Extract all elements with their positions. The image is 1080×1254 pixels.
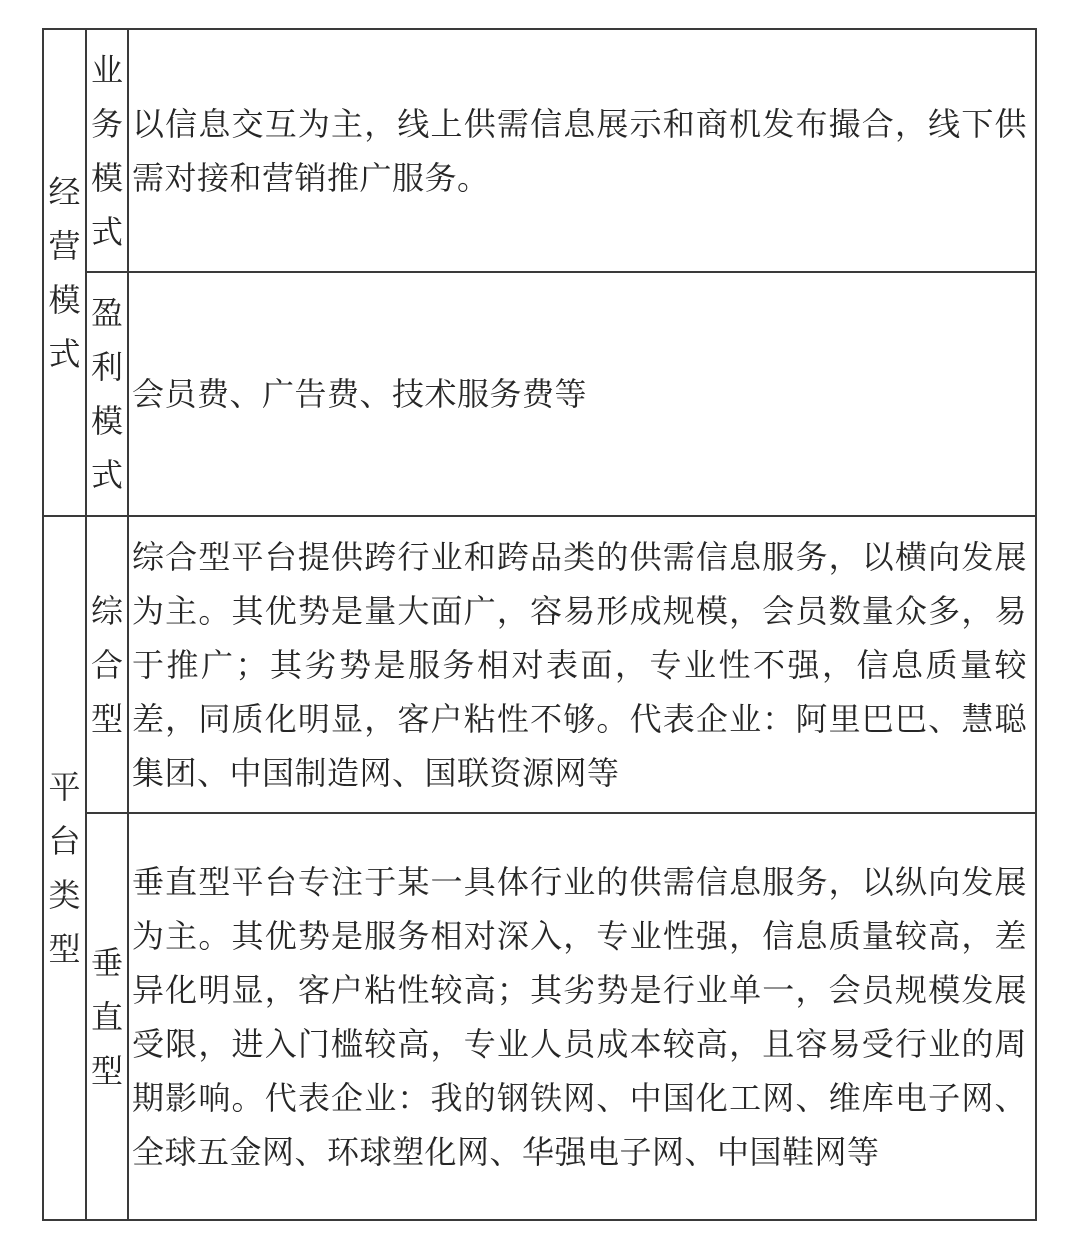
table-row bbox=[43, 29, 1036, 272]
row-label-profit-mode: 盈利模式 bbox=[86, 272, 128, 516]
row-label-comprehensive: 综合型 bbox=[86, 516, 128, 813]
table-row bbox=[43, 516, 1036, 813]
platform-info-table bbox=[42, 28, 1037, 1221]
table-row bbox=[43, 813, 1036, 1220]
cell-business-mode-content: 以信息交互为主，线上供需信息展示和商机发布撮合，线下供需对接和营销推广服务。 bbox=[128, 29, 1036, 272]
cell-profit-mode-content: 会员费、广告费、技术服务费等 bbox=[128, 272, 1036, 516]
section-label-platform-type: 平台类型 bbox=[43, 516, 86, 1220]
cell-vertical-content: 垂直型平台专注于某一具体行业的供需信息服务，以纵向发展为主。其优势是服务相对深入，专业性强，信息质量较高，差异化明显，客户粘性较高；其劣势是行业单一，会员规模发展受限，进入门槛较高，专业人员成本较高，且容易受行业的周期影响。代表企业：我的钢铁网、中国化工网、维库电子网、全球五金网、环球塑化网、华强电子网、中国鞋网等 bbox=[128, 813, 1036, 1220]
table-row bbox=[43, 272, 1036, 516]
row-label-vertical: 垂直型 bbox=[86, 813, 128, 1220]
cell-comprehensive-content: 综合型平台提供跨行业和跨品类的供需信息服务，以横向发展为主。其优势是量大面广，容易形成规模，会员数量众多，易于推广；其劣势是服务相对表面，专业性不强，信息质量较差，同质化明显，客户粘性不够。代表企业：阿里巴巴、慧聪集团、中国制造网、国联资源网等 bbox=[128, 516, 1036, 813]
row-label-business-mode: 业务模式 bbox=[86, 29, 128, 272]
section-label-operation-mode: 经营模式 bbox=[43, 29, 86, 516]
